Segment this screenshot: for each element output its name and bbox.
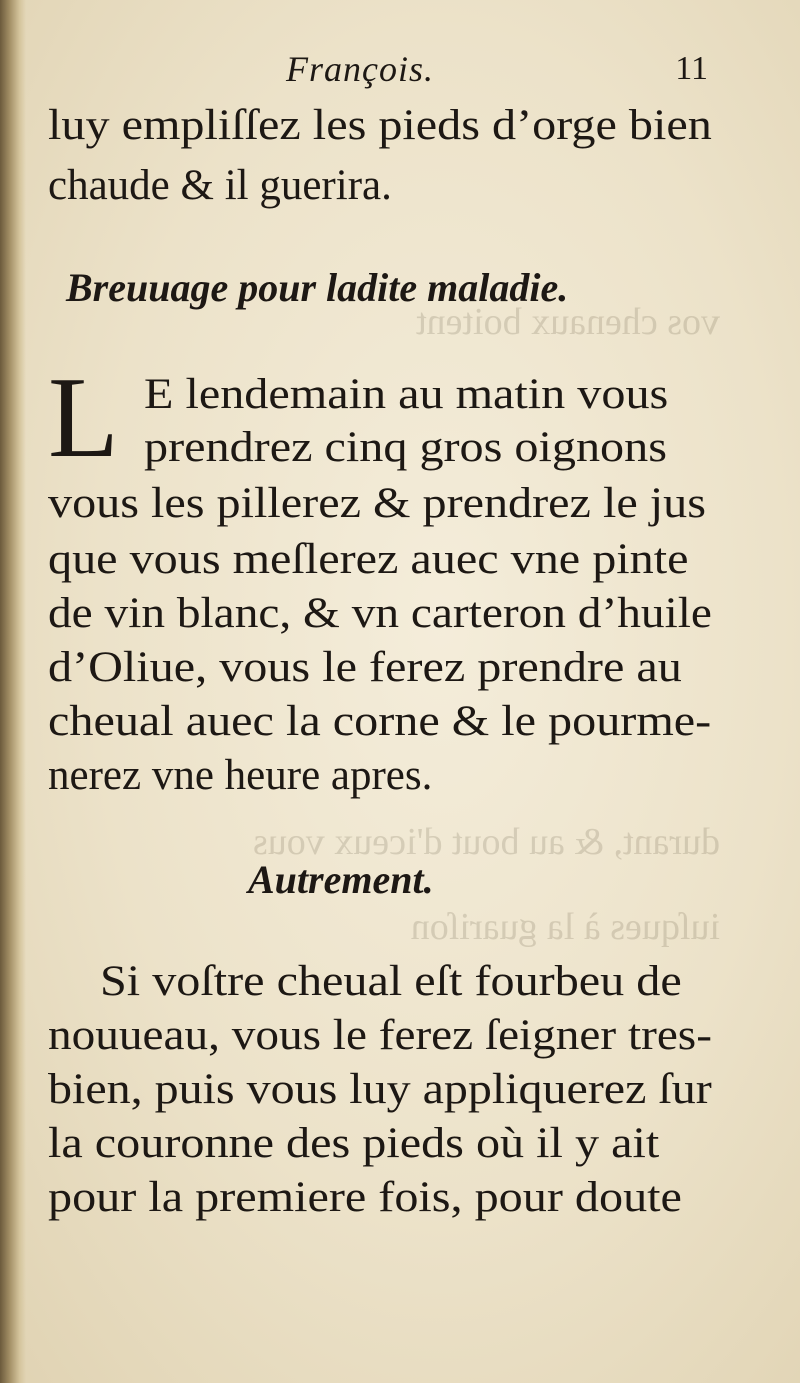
text-line: de vin blanc, & vn carteron d’huile (48, 590, 712, 637)
text-line: chaude & il guerira. (48, 162, 392, 209)
page-number: 11 (675, 50, 708, 87)
text-line: prendrez cinq gros oignons (144, 424, 667, 471)
bleed-through-text: durant, & au bout d'iceux vous (253, 821, 720, 863)
page-header (48, 48, 708, 98)
text-line: d’Oliue, vous le ferez prendre au (48, 644, 682, 691)
bleed-through-text: iuſques à la guariſon (410, 906, 720, 948)
bleed-through-text: vos chenaux boitent (416, 301, 720, 343)
section-heading: Breuuage pour ladite maladie. (66, 265, 569, 310)
text-line: nerez vne heure apres. (48, 752, 433, 799)
text-line: la couronne des pieds où il y ait (48, 1120, 660, 1167)
text-line: E lendemain au matin vous (144, 371, 669, 418)
text-line: vous les pillerez & prendrez le jus (48, 480, 706, 527)
text-line: luy empliſſez les pieds d’orge bien (48, 102, 712, 149)
drop-cap: L (48, 354, 119, 482)
text-line: cheual auec la corne & le pourme- (48, 698, 712, 745)
running-title: François. (286, 49, 434, 89)
text-line: que vous meſlerez auec vne pinte (48, 536, 689, 583)
text-line: bien, puis vous luy appliquerez ſur (48, 1066, 712, 1113)
text-line: Si voſtre cheual eſt fourbeu de (100, 958, 682, 1005)
text-line: pour la premiere fois, pour doute (48, 1174, 682, 1221)
section-heading: Autrement. (248, 857, 434, 902)
book-binding-shadow (0, 0, 26, 1383)
text-line: nouueau, vous le ferez ſeigner tres- (48, 1012, 712, 1059)
